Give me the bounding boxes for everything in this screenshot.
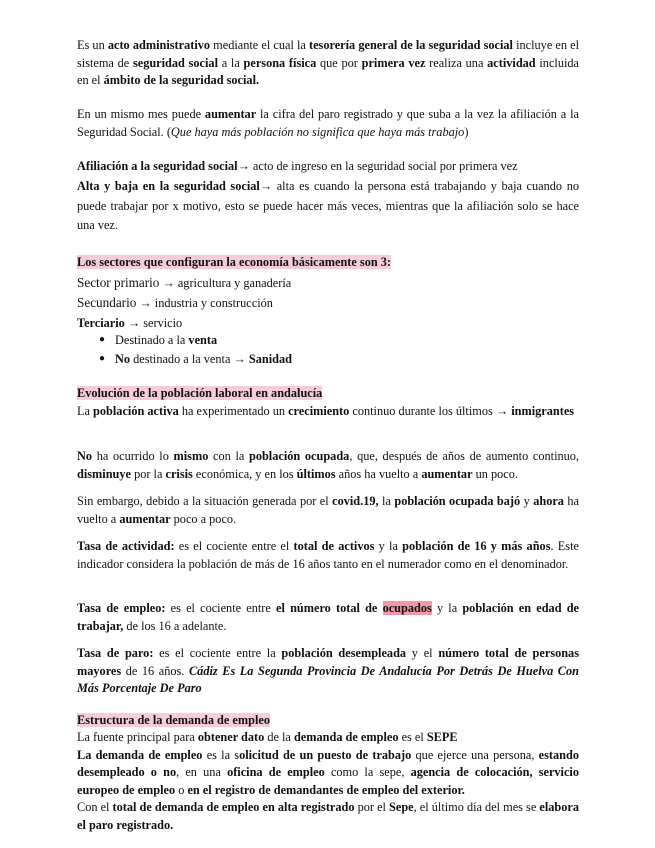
estructura-section <box>77 729 579 835</box>
afiliacion-definitions <box>77 157 579 236</box>
paro-afiliacion-paragraph: En un mismo mes puede aumentar la cifra del paro registrado y que suba a la vez la afiliación a la Seguridad Social. (Que haya más población no significa que haya más trabajo) <box>77 107 579 139</box>
sectores-section <box>77 253 579 333</box>
evolucion-p1: La población activa ha experimentado un crecimiento continuo durante los últimos → inmigrantes <box>77 404 575 418</box>
estructura-heading: Estructura de la demanda de empleo <box>77 713 270 727</box>
sectores-heading: Los sectores que configuran la economía básicamente son 3: <box>77 255 392 269</box>
tasa-actividad: Tasa de actividad: es el cociente entre el total de activos y la población de 16 y más años. Este indicador considera la población de más de 16 años tanto en el numerador como en el denominador. <box>77 539 579 571</box>
evolucion-p2: No ha ocurrido lo mismo con la población ocupada, que, después de años de aumento continuo, disminuye por la crisis económica, y en los últimos años ha vuelto a aumentar un poco. <box>77 449 579 481</box>
list-item: ● Destinado a la venta <box>99 333 218 347</box>
sector-secundario: Secundario → industria y construcción <box>77 295 273 310</box>
terciario-list <box>77 331 579 368</box>
tasa-empleo: Tasa de empleo: es el cociente entre el número total de ocupados y la población en edad de trabajar, de los 16 a adelante. <box>77 601 580 633</box>
tasa-paro: Tasa de paro: es el cociente entre la población desempleada y el número total de personas mayores de 16 años. Cádiz Es La Segunda Provincia De Andalucía Por Detrás De Huelva Con Más Porcentaje De Paro <box>77 646 579 696</box>
estructura-line2: La demanda de empleo es la solicitud de un puesto de trabajo que ejerce una persona, estando desempleado o no, en una oficina de empleo como la sepe, agencia de colocación, servicio europeo de empleo o en el registro de demandantes de empleo del exterior. <box>77 747 579 797</box>
list-item: ● No destinado a la venta → Sanidad <box>99 351 292 366</box>
alta-baja-definition: Alta y baja en la seguridad social→ alta es cuando la persona está trabajando y baja cuando no puede trabajar por x motivo, esto se puede hacer más veces, mientras que la afiliación solo se hace una vez. <box>77 178 579 233</box>
estructura-line1: La fuente principal para obtener dato de la demanda de empleo es el SEPE <box>77 730 458 744</box>
evolucion-heading: Evolución de la población laboral en andalucía <box>77 386 323 400</box>
intro-paragraph: Es un acto administrativo mediante el cual la tesorería general de la seguridad social incluye en el sistema de seguridad social a la persona física que por primera vez realiza una actividad incluida en el ámbito de la seguridad social. <box>77 38 580 88</box>
estructura-line3: Con el total de demanda de empleo en alta registrado por el Sepe, el último día del mes se elabora el paro registrado. <box>77 800 579 832</box>
sector-terciario: Terciario → servicio <box>77 315 183 330</box>
evolucion-p3: Sin embargo, debido a la situación generada por el covid.19, la población ocupada bajó y ahora ha vuelto a aumentar poco a poco. <box>77 494 580 526</box>
sector-primario: Sector primario → agricultura y ganadería <box>77 274 292 290</box>
afiliacion-definition: Afiliación a la seguridad social→ acto de ingreso en la seguridad social por primera vez <box>77 159 518 173</box>
